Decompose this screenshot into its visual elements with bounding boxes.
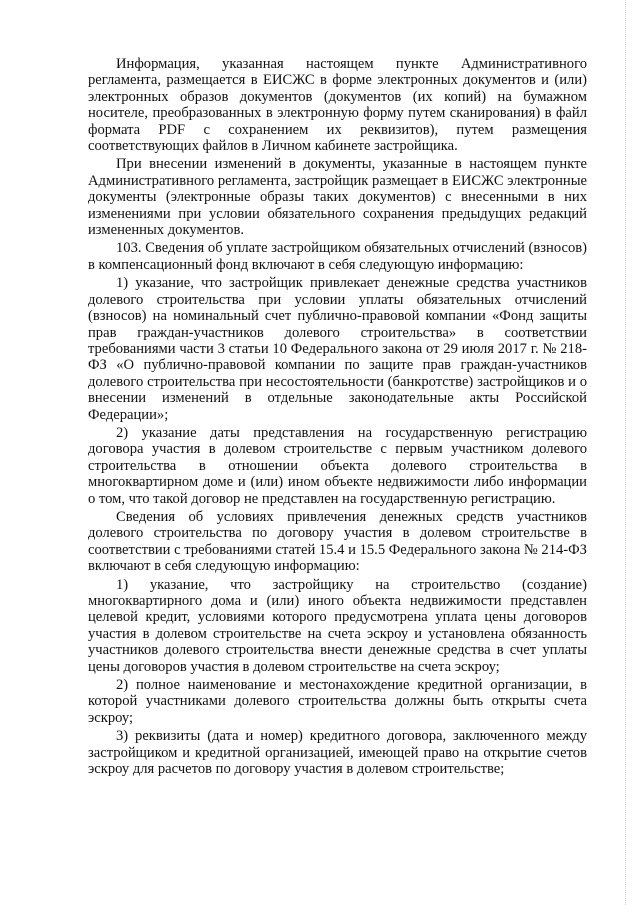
paragraph-item-103-2: 2) указание даты представления на государственную регистрацию договора участия в долевом строительстве с первым участником долевого строительства в отношении объекта долевого строительства в многоквартирном доме и (или) ином объекте недвижимости либо информации о том, что такой договор не представлен на государственную регистрацию.	[88, 424, 587, 507]
paragraph-publication-format: Информация, указанная настоящем пункте Административного регламента, размещается в ЕИСЖС в форме электронных документов и (или) электронных образов документов (документов (их копий) на бумажном носителе, преобразованных в электронную форму путем сканирования) в файл формата PDF с сохранением их реквизитов), путем размещения соответствующих файлов в Личном кабинете застройщика.	[88, 56, 587, 155]
scan-edge-artifact	[625, 0, 632, 905]
paragraph-document-changes: При внесении изменений в документы, указанные в настоящем пункте Административного регламента, застройщик размещает в ЕИСЖС электронные документы (электронные образы таких документов) с внесенными в них изменениями при условии обязательного сохранения предыдущих редакций измененных документов.	[88, 156, 587, 239]
paragraph-escrow-3: 3) реквизиты (дата и номер) кредитного договора, заключенного между застройщиком и кредитной организацией, имеющей право на открытие счетов эскроу для расчетов по договору участия в долевом строительстве;	[88, 728, 587, 778]
paragraph-item-103-1: 1) указание, что застройщик привлекает денежные средства участников долевого строительства при условии уплаты обязательных отчислений (взносов) на номинальный счет публично-правовой компании «Фонд защиты прав граждан-участников долевого строительства» в соответствии требованиями части 3 статьи 10 Федерального закона от 29 июля 2017 г. № 218-ФЗ «О публично-правовой компании по защите прав граждан-участников долевого строительства при несостоятельности (банкротстве) застройщиков и о внесении изменений в отдельные законодательные акты Российской Федерации»;	[88, 275, 587, 423]
paragraph-escrow-2: 2) полное наименование и местонахождение кредитной организации, в которой участниками долевого строительства должны быть открыты счета эскроу;	[88, 677, 587, 726]
paragraph-escrow-conditions: Сведения об условиях привлечения денежных средств участников долевого строительства по договору участия в долевом строительстве в соответствии с требованиями статей 15.4 и 15.5 Федерального закона № 214-ФЗ включают в себя следующую информацию:	[88, 508, 587, 575]
paragraph-escrow-1: 1) указание, что застройщику на строительство (создание) многоквартирного дома и (или) иного объекта недвижимости представлен целевой кредит, условиями которого предусмотрена уплата цены договоров участия в долевом строительстве на счета эскроу и установлена обязанность участников долевого строительства внести денежные средства в счет уплаты цены договоров участия в долевом строительстве на счета эскроу;	[88, 576, 587, 675]
paragraph-item-103: 103. Сведения об уплате застройщиком обязательных отчислений (взносов) в компенсационный фонд включают в себя следующую информацию:	[88, 240, 587, 273]
